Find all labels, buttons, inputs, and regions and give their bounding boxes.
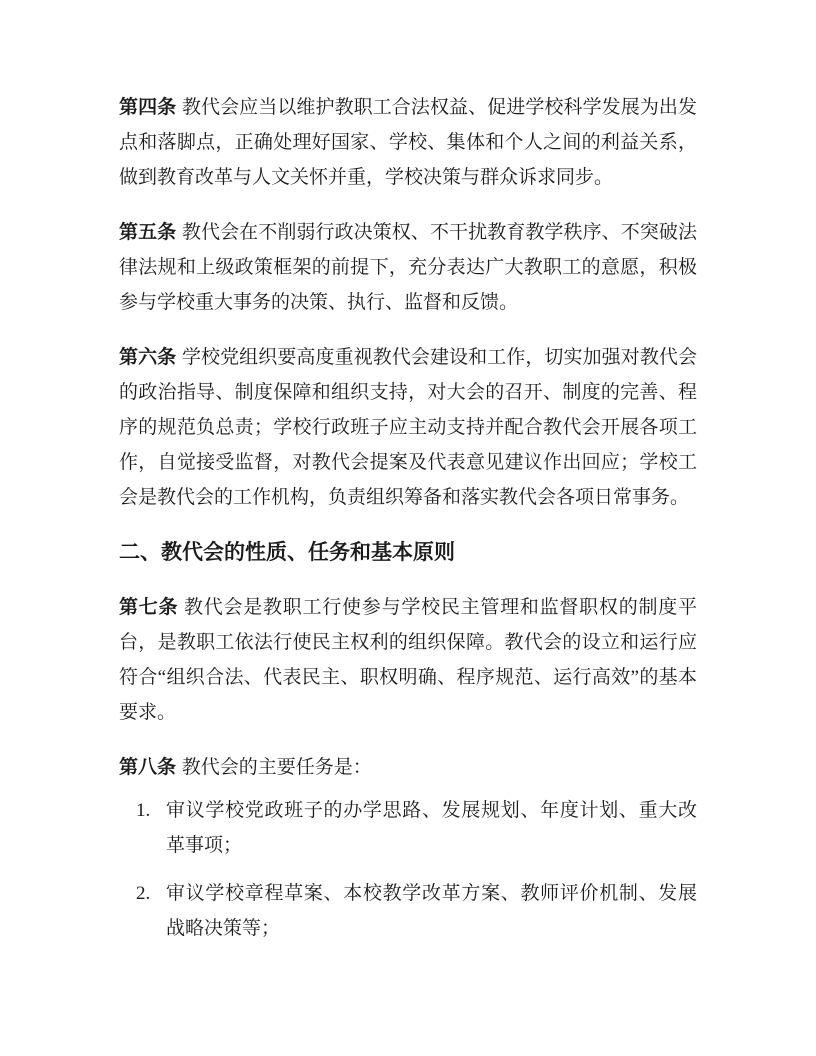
- section-heading: 二、教代会的性质、任务和基本原则: [119, 540, 455, 564]
- article-8-text: 教代会的主要任务是：: [181, 757, 372, 778]
- article-7-label: 第七条: [119, 597, 179, 618]
- article-6-text: 学校党组织要高度重视教代会建设和工作，切实加强对教代会的政治指导、制度保障和组织支持，对大会的召开、制度的完善、程序的规范负总责；学校行政班子应主动支持并配合教代会开展各项工作，自觉接受监督，对教代会提案及代表意见建议作出回应；学校工会是教代会的工作机构，负责组织筹备和落实教代会各项日常事务。: [119, 347, 697, 508]
- article-8-paragraph: [119, 750, 697, 785]
- task-list-item-2: [119, 876, 697, 946]
- article-7-text: 教代会是教职工行使参与学校民主管理和监督职权的制度平台，是教职工依法行使民主权利的组织保障。教代会的设立和运行应符合“组织合法、代表民主、职权明确、程序规范、运行高效”的基本要求。: [119, 597, 697, 723]
- article-6-label: 第六条: [119, 347, 177, 368]
- list-item-1-number: 1.: [136, 800, 151, 821]
- list-item-2-number: 2.: [136, 883, 151, 904]
- list-item-2-text: 审议学校章程草案、本校教学改革方案、教师评价机制、发展战略决策等；: [166, 883, 697, 939]
- article-4-text: 教代会应当以维护教职工合法权益、促进学校科学发展为出发点和落脚点，正确处理好国家、学校、集体和个人之间的利益关系，做到教育改革与人文关怀并重，学校决策与群众诉求同步。: [119, 97, 697, 188]
- article-5-paragraph: [119, 215, 697, 320]
- article-4-label: 第四条: [119, 97, 177, 118]
- task-list-item-1: [119, 793, 697, 863]
- article-5-text: 教代会在不削弱行政决策权、不干扰教育教学秩序、不突破法律法规和上级政策框架的前提下，充分表达广大教职工的意愿，积极参与学校重大事务的决策、执行、监督和反馈。: [119, 222, 697, 313]
- article-4-paragraph: [119, 90, 697, 195]
- article-8-label: 第八条: [119, 757, 177, 778]
- article-6-paragraph: [119, 340, 697, 515]
- list-item-1-text: 审议学校党政班子的办学思路、发展规划、年度计划、重大改革事项；: [166, 800, 697, 856]
- article-5-label: 第五条: [119, 222, 177, 243]
- article-7-paragraph: [119, 590, 697, 730]
- tasks-ordered-list: [119, 793, 697, 946]
